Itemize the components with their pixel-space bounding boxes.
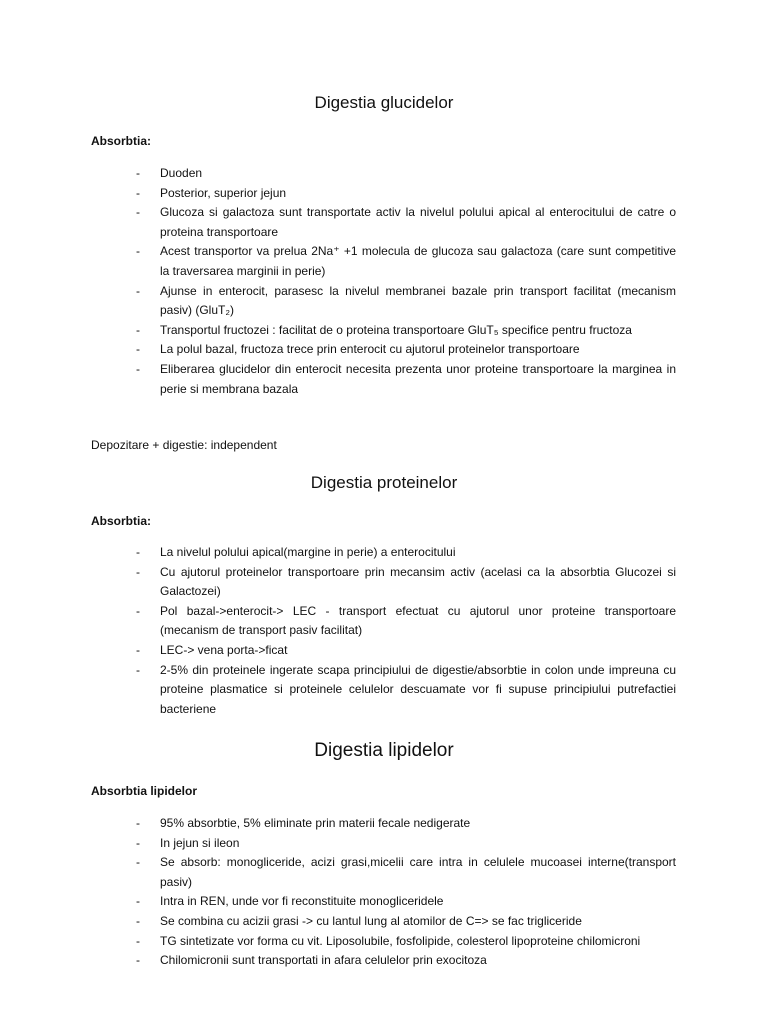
list-item: - Se absorb: monogliceride, acizi grasi,micelii care intra in celulele mucoasei interne(transport pasiv) xyxy=(0,853,768,892)
section-title-glucide: Digestia glucidelor xyxy=(314,93,454,112)
section-title-proteine: Digestia proteinelor xyxy=(310,473,458,492)
list-item: - Transportul fructozei : facilitat de o proteina transportoare GluT₅ specifice pentru fructoza xyxy=(0,321,768,341)
list-item: - Eliberarea glucidelor din enterocit necesita prezenta unor proteine transportoare la marginea in perie si membrana bazala xyxy=(0,360,768,399)
list-item: - La polul bazal, fructoza trece prin enterocit cu ajutorul proteinelor transportoare xyxy=(0,340,768,360)
list-item: - Intra in REN, unde vor fi reconstituite monogliceridele xyxy=(0,892,768,912)
list-item: - Posterior, superior jejun xyxy=(0,184,768,204)
section-title-lipide: Digestia lipidelor xyxy=(314,740,454,761)
list-item: - LEC-> vena porta->ficat xyxy=(0,641,768,661)
list-item: - Acest transportor va prelua 2Na⁺ +1 molecula de glucoza sau galactoza (care sunt competitive la traversarea marginii in perie) xyxy=(0,242,768,281)
section-subtitle-proteine: Absorbtia: xyxy=(91,514,151,528)
list-item: - Pol bazal->enterocit-> LEC - transport efectuat cu ajutorul unor proteine transportoare (mecanism de transport pasiv facilitat) xyxy=(0,602,768,641)
section-subtitle-lipide: Absorbtia lipidelor xyxy=(91,784,198,798)
bullet-list-proteine xyxy=(0,543,768,719)
list-item: - Ajunse in enterocit, parasesc la nivelul membranei bazale prin transport facilitat (mecanism pasiv) (GluT₂) xyxy=(0,282,768,321)
list-item: - TG sintetizate vor forma cu vit. Liposolubile, fosfolipide, colesterol lipoproteine chilomicroni xyxy=(0,932,768,952)
list-item: - Cu ajutorul proteinelor transportoare prin mecansim activ (acelasi ca la absorbtia Glucozei si Galactozei) xyxy=(0,563,768,602)
list-item: - Glucoza si galactoza sunt transportate activ la nivelul polului apical al enterocitului de catre o proteina transportoare xyxy=(0,203,768,242)
section-note-glucide: Depozitare + digestie: independent xyxy=(91,438,277,452)
list-item: - Duoden xyxy=(0,164,768,184)
list-item: - La nivelul polului apical(margine in perie) a enterocitului xyxy=(0,543,768,563)
list-item: - Se combina cu acizii grasi -> cu lantul lung al atomilor de C=> se fac trigliceride xyxy=(0,912,768,932)
list-item: - 2-5% din proteinele ingerate scapa principiului de digestie/absorbtie in colon unde impreuna cu proteine plasmatice si proteinele celulelor descuamate vor fi supuse principiului putrefactiei bacteriene xyxy=(0,661,768,720)
bullet-list-glucide xyxy=(0,164,768,399)
list-item: - Chilomicronii sunt transportati in afara celulelor prin exocitoza xyxy=(0,951,768,971)
list-item: - In jejun si ileon xyxy=(0,834,768,854)
list-item: - 95% absorbtie, 5% eliminate prin materii fecale nedigerate xyxy=(0,814,768,834)
section-subtitle-glucide: Absorbtia: xyxy=(91,134,151,148)
bullet-list-lipide xyxy=(0,814,768,971)
